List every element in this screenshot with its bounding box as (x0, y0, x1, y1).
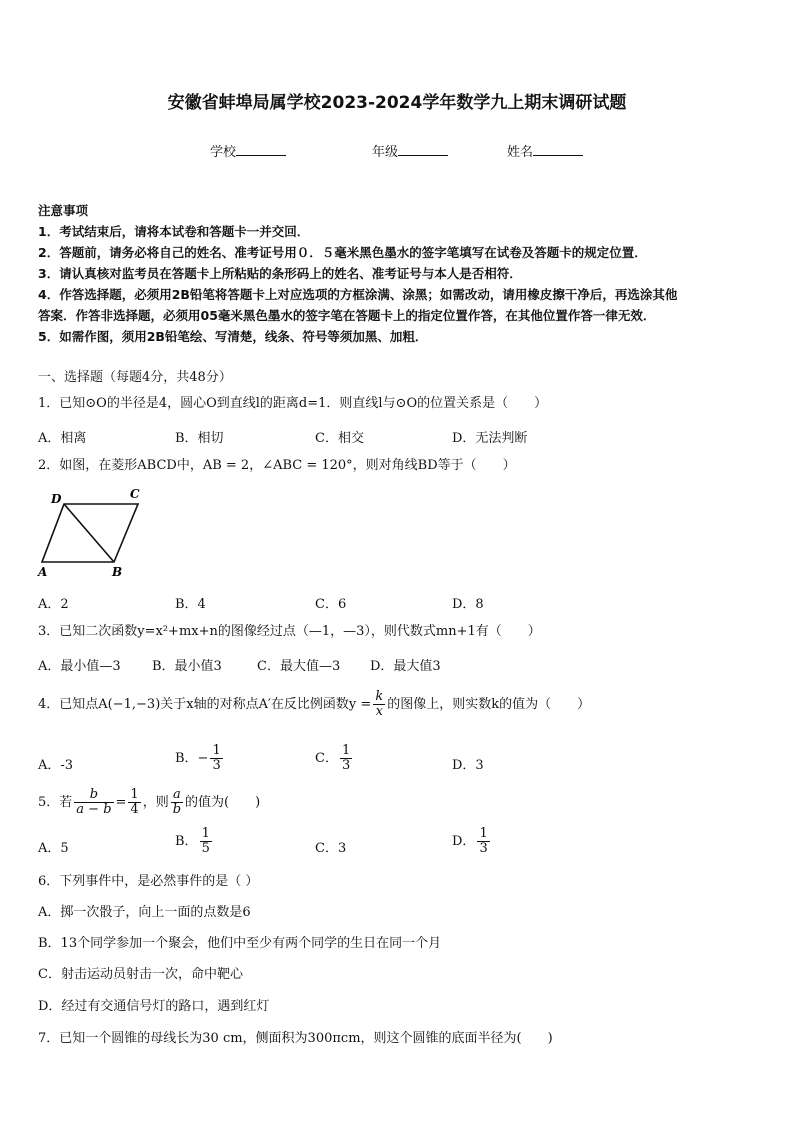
q5-stem-pre: 5．若 (38, 795, 73, 810)
note-item: 答案．作答非选择题，必须用05毫米黑色墨水的签字笔在答题卡上的指定位置作答，在其他位置作答一律无效． (38, 308, 656, 323)
question-1-stem: 1．已知⊙O的半径是4，圆心O到直线l的距离d=1．则直线l与⊙O的位置关系是（ ） (38, 396, 548, 411)
diagonal-bd (64, 504, 114, 562)
q6-option-d: D．经过有交通信号灯的路口，遇到红灯 (38, 999, 270, 1014)
q4-option-d: D．3 (452, 758, 484, 773)
q1-option-d: D．无法判断 (452, 431, 528, 446)
note-item: 1．考试结束后，请将本试卷和答题卡一并交回． (38, 224, 310, 239)
q6-option-b: B．13个同学参加一个聚会，他们中至少有两个同学的生日在同一个月 (38, 936, 442, 951)
q4-option-b-label: B．− (175, 751, 209, 766)
q4-option-c-label: C． (315, 751, 338, 766)
school-label: 学校 (210, 145, 237, 160)
school-blank (236, 143, 286, 156)
q6-option-c: C．射击运动员射击一次，命中靶心 (38, 967, 243, 982)
q2-option-a: A．2 (38, 597, 69, 612)
school-field (210, 141, 286, 160)
rhombus-figure (34, 484, 144, 580)
q5-f1-num: b (74, 788, 113, 803)
name-blank (533, 143, 583, 156)
q5-f3-num: a (171, 788, 183, 803)
question-2-stem: 2．如图，在菱形ABCD中，AB = 2，∠ABC = 120°，则对角线BD等于（ ） (38, 458, 516, 473)
question-6-stem: 6．下列事件中，是必然事件的是（ ） (38, 874, 259, 889)
q4-frac-num: k (375, 689, 384, 704)
vertex-label-a: A (38, 565, 48, 579)
note-item: 2．答题前，请务必将自己的姓名、准考证号用０．５毫米黑色墨水的签字笔填写在试卷及答题卡的规定位置． (38, 245, 647, 260)
q5-f3-den: b (172, 802, 182, 817)
q4-option-b-num: 1 (212, 743, 221, 758)
q4-stem-pre: 4．已知点A(−1,−3)关于x轴的对称点A′在反比例函数y = (38, 697, 372, 712)
q4-option-b (175, 744, 225, 773)
vertex-label-d: D (51, 492, 62, 506)
q5-option-b (175, 827, 214, 856)
q2-option-d: D．8 (452, 597, 484, 612)
q3-option-c: C．最大值—3 (257, 659, 341, 674)
question-3-stem: 3．已知二次函数y=x²+mx+n的图像经过点（—1，—3），则代数式mn+1有（ ） (38, 624, 541, 639)
vertex-label-b: B (112, 565, 123, 579)
q1-option-c: C．相交 (315, 431, 364, 446)
page-title: 安徽省蚌埠局属学校2023-2024学年数学九上期末调研试题 (167, 93, 627, 113)
q2-option-c: C．6 (315, 597, 347, 612)
q5-f2-num: 1 (130, 787, 139, 802)
q3-option-a: A．最小值—3 (38, 659, 121, 674)
q5-fraction-1 (74, 788, 113, 817)
q5-option-d-den: 3 (479, 841, 488, 856)
question-5-stem (38, 788, 260, 817)
q1-option-b: B．相切 (175, 431, 224, 446)
q5-option-d-label: D． (452, 834, 476, 849)
q5-stem-mid: ，则 (142, 795, 169, 810)
q4-option-c-num: 1 (341, 743, 351, 758)
q4-option-c-den: 3 (341, 758, 351, 773)
q5-option-d-fraction (477, 827, 489, 856)
q4-option-a: A．-3 (38, 758, 74, 773)
q5-option-b-num: 1 (201, 826, 210, 841)
q5-option-b-fraction (200, 827, 212, 856)
q5-option-c: C．3 (315, 841, 347, 856)
q5-f1-den: a − b (76, 802, 112, 817)
grade-field (372, 141, 448, 160)
grade-blank (398, 143, 448, 156)
q5-fraction-3 (171, 788, 183, 817)
question-4-stem (38, 690, 590, 719)
q5-option-a: A．5 (38, 841, 69, 856)
note-item: 5．如需作图，须用2B铅笔绘、写清楚，线条、符号等须加黑、加粗． (38, 329, 428, 344)
q4-option-b-fraction (210, 744, 222, 773)
q5-fraction-2 (128, 788, 140, 817)
name-field (507, 141, 583, 160)
note-item: 3．请认真核对监考员在答题卡上所粘贴的条形码上的姓名、准考证号与本人是否相符． (38, 266, 522, 281)
notes-heading: 注意事项 (38, 203, 89, 218)
q5-option-d-num: 1 (479, 826, 488, 841)
q5-option-b-den: 5 (201, 841, 210, 856)
q4-frac-den: x (375, 704, 383, 719)
question-7-stem: 7．已知一个圆锥的母线长为30 cm，侧面积为300πcm，则这个圆锥的底面半径为( ) (38, 1031, 553, 1046)
q2-option-b: B．4 (175, 597, 206, 612)
q4-stem-post: 的图像上，则实数k的值为（ ） (387, 697, 591, 712)
q5-option-d (452, 827, 492, 856)
q5-equals: = (115, 795, 127, 810)
section-heading: 一、选择题（每题4分，共48分） (38, 370, 232, 385)
q4-fraction (373, 690, 385, 719)
q5-f2-den: 4 (130, 802, 139, 817)
q6-option-a: A．掷一次骰子，向上一面的点数是6 (38, 905, 251, 920)
q5-stem-post: 的值为( ) (185, 795, 261, 810)
vertex-label-c: C (130, 487, 140, 501)
name-label: 姓名 (507, 145, 534, 160)
grade-label: 年级 (372, 145, 399, 160)
q3-option-b: B．最小值3 (152, 659, 222, 674)
q4-option-b-den: 3 (212, 758, 221, 773)
note-item: 4．作答选择题，必须用2B铅笔将答题卡上对应选项的方框涂满、涂黑；如需改动，请用橡皮擦干净后，再选涂其他 (38, 287, 678, 302)
q5-option-b-label: B． (175, 834, 198, 849)
q1-option-a: A．相离 (38, 431, 87, 446)
q3-option-d: D．最大值3 (370, 659, 441, 674)
q4-option-c-fraction (340, 744, 352, 773)
q4-option-c (315, 744, 354, 773)
